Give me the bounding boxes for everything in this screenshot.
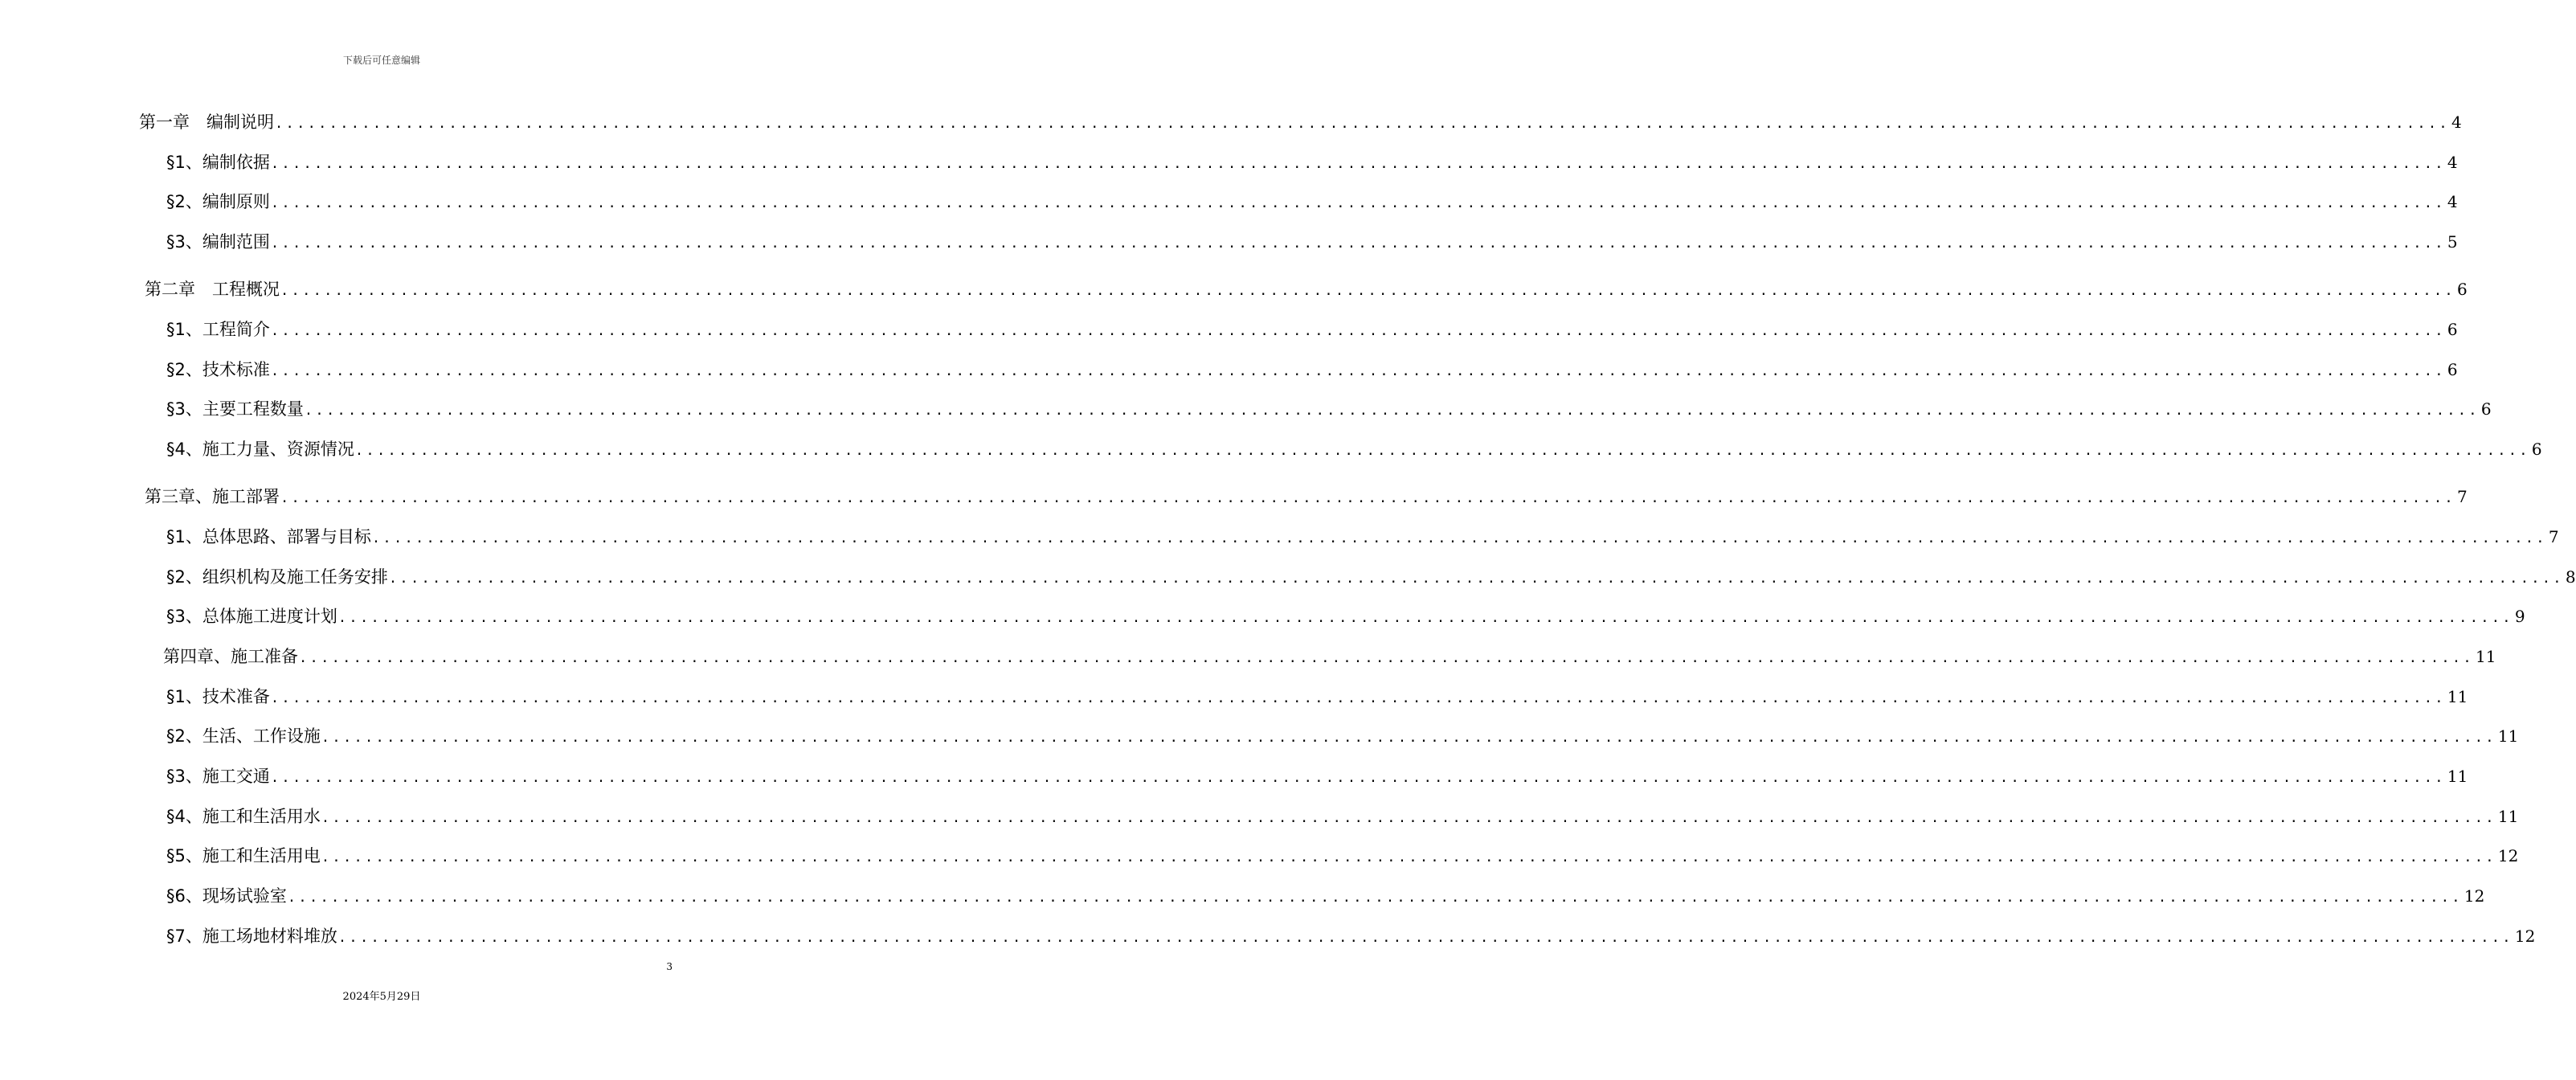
toc-entry-title: 第一章 编制说明 — [139, 112, 274, 132]
toc-entry-title: §2、编制原则 — [166, 192, 270, 211]
toc-entry[interactable] — [166, 565, 2576, 589]
toc-entry-page: 6 — [2447, 360, 2458, 379]
toc-entry-page: 11 — [2475, 647, 2496, 666]
toc-entry-title: 第二章 工程概况 — [145, 280, 280, 299]
toc-leader-dots: ........................................................................................................................................................................................................ — [270, 323, 2446, 339]
toc-entry[interactable] — [166, 150, 2458, 174]
toc-entry[interactable] — [166, 317, 2458, 342]
toc-entry-title: 第三章、施工部署 — [145, 487, 280, 506]
toc-entry-title: §3、施工交通 — [166, 767, 270, 786]
toc-entry[interactable] — [166, 844, 2519, 868]
toc-leader-dots: ........................................................................................................................................................................................................ — [321, 810, 2496, 826]
toc-entry-title: §3、编制范围 — [166, 232, 270, 252]
toc-entry-page: 12 — [2464, 886, 2485, 906]
toc-entry-title: §1、技术准备 — [166, 687, 270, 706]
toc-entry-page: 4 — [2451, 112, 2462, 132]
toc-entry-title: §4、施工力量、资源情况 — [166, 440, 354, 459]
toc-leader-dots: ........................................................................................................................................................................................................ — [321, 849, 2496, 865]
toc-leader-dots: ........................................................................................................................................................................................................ — [270, 770, 2446, 786]
toc-entry-page: 5 — [2447, 232, 2458, 252]
toc-entry[interactable] — [145, 277, 2468, 301]
toc-entry[interactable] — [166, 924, 2536, 948]
page-number: 3 — [666, 961, 673, 972]
toc-entry[interactable] — [166, 764, 2468, 788]
toc-entry-page: 4 — [2447, 192, 2458, 211]
toc-entry-title: §1、编制依据 — [166, 153, 270, 172]
toc-entry-title: §2、技术标准 — [166, 360, 270, 379]
toc-entry-title: §6、现场试验室 — [166, 886, 287, 906]
toc-entry[interactable] — [166, 190, 2458, 214]
toc-leader-dots: ........................................................................................................................................................................................................ — [354, 443, 2530, 459]
toc-leader-dots: ........................................................................................................................................................................................................ — [287, 890, 2463, 906]
toc-entry[interactable] — [139, 110, 2462, 134]
toc-entry-page: 11 — [2447, 767, 2468, 786]
toc-entry[interactable] — [166, 437, 2542, 461]
toc-leader-dots: ........................................................................................................................................................................................................ — [270, 363, 2446, 379]
toc-entry[interactable] — [163, 644, 2496, 669]
toc-entry-page: 8 — [2565, 567, 2576, 587]
toc-entry-page: 11 — [2497, 807, 2519, 826]
toc-entry[interactable] — [166, 724, 2519, 748]
toc-leader-dots: ........................................................................................................................................................................................................ — [321, 730, 2496, 746]
toc-entry[interactable] — [166, 397, 2492, 421]
toc-entry-title: §5、施工和生活用电 — [166, 846, 321, 865]
toc-entry-page: 6 — [2456, 280, 2468, 299]
toc-leader-dots: ........................................................................................................................................................................................................ — [270, 690, 2446, 706]
toc-entry-page: 11 — [2447, 687, 2468, 706]
toc-leader-dots: ........................................................................................................................................................................................................ — [371, 530, 2547, 546]
toc-leader-dots: ........................................................................................................................................................................................................ — [280, 490, 2455, 506]
toc-entry-page: 11 — [2497, 726, 2519, 746]
toc-entry-title: §7、施工场地材料堆放 — [166, 927, 337, 946]
toc-entry[interactable] — [166, 685, 2468, 709]
toc-entry[interactable] — [166, 804, 2519, 828]
toc-entry-title: §4、施工和生活用水 — [166, 807, 321, 826]
toc-leader-dots: ........................................................................................................................................................................................................ — [337, 610, 2513, 626]
page-footer-date: 2024年5月29日 — [342, 991, 421, 1003]
toc-entry-page: 4 — [2447, 153, 2458, 172]
toc-entry-page: 6 — [2447, 320, 2458, 339]
toc-leader-dots: ........................................................................................................................................................................................................ — [270, 156, 2446, 172]
toc-entry[interactable] — [166, 230, 2458, 254]
toc-entry-title: §1、工程简介 — [166, 320, 270, 339]
toc-entry-title: §1、总体思路、部署与目标 — [166, 527, 371, 546]
page-header: 下载后可任意编辑 — [342, 55, 420, 66]
toc-leader-dots: ........................................................................................................................................................................................................ — [270, 235, 2446, 252]
toc-entry-page: 9 — [2514, 607, 2525, 626]
toc-leader-dots: ........................................................................................................................................................................................................ — [270, 195, 2446, 211]
toc-entry-title: §3、总体施工进度计划 — [166, 607, 337, 626]
toc-entry-page: 6 — [2480, 399, 2492, 419]
toc-entry[interactable] — [166, 525, 2559, 549]
toc-leader-dots: ........................................................................................................................................................................................................ — [337, 930, 2513, 946]
toc-entry-page: 7 — [2548, 527, 2559, 546]
toc-leader-dots: ........................................................................................................................................................................................................ — [275, 116, 2450, 132]
toc-entry-title: §2、生活、工作设施 — [166, 726, 321, 746]
toc-leader-dots: ........................................................................................................................................................................................................ — [299, 650, 2474, 666]
toc-entry-title: §3、主要工程数量 — [166, 399, 304, 419]
toc-entry-page: 7 — [2456, 487, 2468, 506]
toc-leader-dots: ........................................................................................................................................................................................................ — [304, 403, 2480, 419]
toc-entry[interactable] — [145, 485, 2468, 509]
toc-entry-page: 12 — [2497, 846, 2519, 865]
toc-leader-dots: ........................................................................................................................................................................................................ — [280, 283, 2455, 299]
toc-leader-dots: ........................................................................................................................................................................................................ — [388, 571, 2564, 587]
toc-entry-page: 6 — [2531, 440, 2542, 459]
toc-entry[interactable] — [166, 358, 2458, 382]
toc-entry[interactable] — [166, 884, 2485, 908]
toc-entry-title: 第四章、施工准备 — [163, 647, 298, 666]
toc-entry-title: §2、组织机构及施工任务安排 — [166, 567, 388, 587]
toc-entry-page: 12 — [2514, 927, 2536, 946]
toc-entry[interactable] — [166, 604, 2525, 628]
